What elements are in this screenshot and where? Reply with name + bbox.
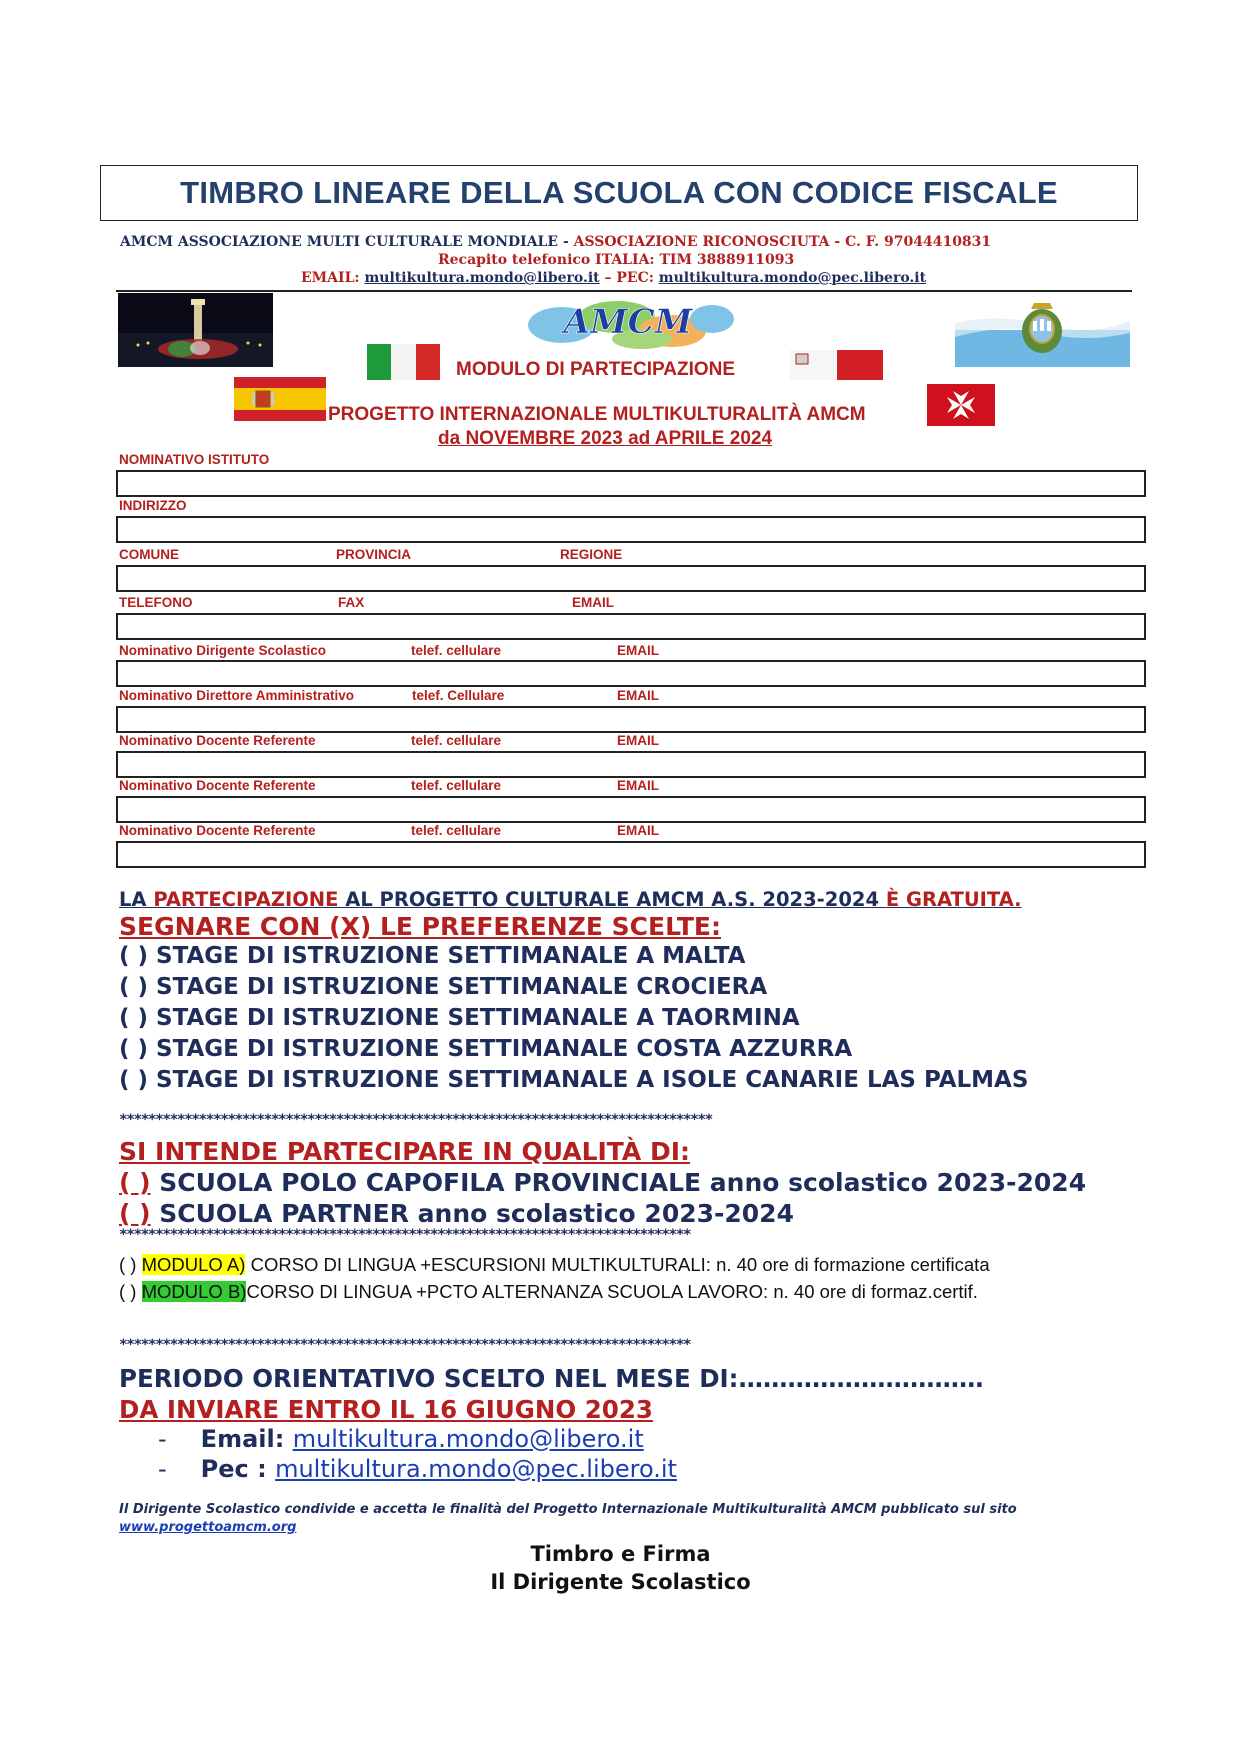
free-line-part: È GRATUITA. [885, 888, 1022, 911]
label-comune: COMUNE [119, 547, 179, 562]
label-direttore-email: EMAIL [617, 688, 659, 703]
deadline: DA INVIARE ENTRO IL 16 GIUGNO 2023 [119, 1395, 653, 1424]
malta-flag [790, 350, 883, 380]
contact-email [158, 1425, 644, 1453]
direttore-input[interactable] [116, 706, 1146, 733]
module-a[interactable] [119, 1254, 990, 1276]
module-a-label: CORSO DI LINGUA +ESCURSIONI MULTIKULTURALI: n. 40 ore di formazione certificata [245, 1254, 990, 1275]
label-dirigente-email: EMAIL [617, 643, 659, 658]
disclaimer: Il Dirigente Scolastico condivide e accetta le finalità del Progetto Internazionale Multikulturalità AMCM pubblicato sul sito [119, 1502, 1017, 1517]
phone-line: Recapito telefonico ITALIA: TIM 3888911093 [438, 252, 795, 268]
free-line-part: AL PROGETTO CULTURALE AMCM A.S. 2023-2024 [338, 888, 886, 911]
label-docente-3-email: EMAIL [617, 823, 659, 838]
header-divider [116, 290, 1132, 292]
label-docente-2-email: EMAIL [617, 778, 659, 793]
label-docente-3: Nominativo Docente Referente [119, 823, 316, 838]
logo-text: AMCM [563, 302, 693, 342]
contact-pec-link[interactable]: multikultura.mondo@pec.libero.it [275, 1455, 677, 1483]
role-partner[interactable] [119, 1199, 794, 1228]
label-docente-2: Nominativo Docente Referente [119, 778, 316, 793]
label-institute: NOMINATIVO ISTITUTO [119, 452, 270, 467]
separator: - [558, 234, 574, 250]
pec-label: – PEC: [599, 270, 659, 286]
page-title: TIMBRO LINEARE DELLA SCUOLA CON CODICE FISCALE [180, 175, 1058, 210]
module-b-code: MODULO B) [141, 1281, 247, 1302]
free-line-part: PARTECIPAZIONE [153, 888, 339, 911]
star-divider: ********************************************************************************** [119, 1112, 712, 1128]
role-polo-label: SCUOLA POLO CAPOFILA PROVINCIALE anno scolastico 2023-2024 [150, 1168, 1087, 1197]
association-recognized: ASSOCIAZIONE RICONOSCIUTA [573, 234, 830, 250]
email-line [301, 270, 926, 286]
label-direttore-phone: telef. Cellulare [412, 688, 505, 703]
project-title: PROGETTO INTERNAZIONALE MULTIKULTURALITÀ AMCM [328, 404, 866, 425]
star-divider: ******************************************************************************* [119, 1337, 691, 1353]
preference-malta[interactable]: ( ) STAGE DI ISTRUZIONE SETTIMANALE A MALTA [119, 943, 746, 969]
email-link[interactable]: multikultura.mondo@libero.it [364, 270, 600, 286]
label-address: INDIRIZZO [119, 498, 187, 513]
module-b-label: CORSO DI LINGUA +PCTO ALTERNANZA SCUOLA LAVORO: n. 40 ore di formaz.certif. [246, 1281, 978, 1302]
amcm-logo [522, 295, 734, 353]
role-partner-label: SCUOLA PARTNER anno scolastico 2023-2024 [150, 1199, 794, 1228]
docente-3-input[interactable] [116, 841, 1146, 868]
role-polo[interactable] [119, 1168, 1086, 1197]
preference-taormina[interactable]: ( ) STAGE DI ISTRUZIONE SETTIMANALE A TAORMINA [119, 1005, 800, 1031]
docente-1-input[interactable] [116, 751, 1146, 778]
association-line [120, 234, 991, 250]
contact-email-label: Email: [200, 1425, 293, 1453]
label-direttore: Nominativo Direttore Amministrativo [119, 688, 355, 703]
preferences-heading: SEGNARE CON (X) LE PREFERENZE SCELTE: [119, 912, 721, 941]
contact-email-link[interactable]: multikultura.mondo@libero.it [292, 1425, 644, 1453]
bullet: - [158, 1455, 167, 1483]
project-period: da NOVEMBRE 2023 ad APRILE 2024 [438, 428, 773, 449]
lighthouse-photo [118, 293, 273, 367]
signature-line-1: Timbro e Firma [530, 1542, 711, 1566]
module-a-checkbox[interactable]: ( ) [119, 1254, 142, 1275]
dirigente-input[interactable] [116, 660, 1146, 687]
email-label: EMAIL: [301, 270, 365, 286]
contact-pec [158, 1455, 677, 1483]
label-email: EMAIL [572, 595, 614, 610]
san-marino-flag [955, 293, 1130, 367]
period-line: PERIODO ORIENTATIVO SCELTO NEL MESE DI:………………………… [119, 1364, 984, 1393]
bullet: - [158, 1425, 167, 1453]
docente-2-input[interactable] [116, 796, 1146, 823]
module-b[interactable] [119, 1281, 978, 1303]
association-name: AMCM ASSOCIAZIONE MULTI CULTURALE MONDIALE [120, 234, 559, 250]
free-participation-line [119, 888, 1022, 911]
spain-flag [234, 377, 326, 421]
star-divider: ******************************************************************************* [119, 1227, 691, 1243]
site-link[interactable]: www.progettoamcm.org [119, 1520, 297, 1535]
fiscal-code: C. F. 97044410831 [845, 234, 992, 250]
label-provincia: PROVINCIA [336, 547, 412, 562]
role-polo-checkbox[interactable]: ( ) [119, 1168, 151, 1197]
label-docente-2-phone: telef. cellulare [411, 778, 502, 793]
form-title: MODULO DI PARTECIPAZIONE [456, 359, 736, 380]
school-stamp-title-box [100, 165, 1138, 221]
label-dirigente: Nominativo Dirigente Scolastico [119, 643, 327, 658]
address-input[interactable] [116, 516, 1146, 543]
label-docente-1: Nominativo Docente Referente [119, 733, 316, 748]
role-heading: SI INTENDE PARTECIPARE IN QUALITÀ DI: [119, 1137, 691, 1166]
label-docente-1-phone: telef. cellulare [411, 733, 502, 748]
module-b-checkbox[interactable]: ( ) [119, 1281, 142, 1302]
institute-input[interactable] [116, 470, 1146, 497]
role-partner-checkbox[interactable]: ( ) [119, 1199, 151, 1228]
contact-input[interactable] [116, 613, 1146, 640]
label-fax: FAX [338, 595, 365, 610]
order-of-malta-flag [927, 384, 995, 426]
label-regione: REGIONE [560, 547, 623, 562]
label-dirigente-phone: telef. cellulare [411, 643, 502, 658]
pec-link[interactable]: multikultura.mondo@pec.libero.it [658, 270, 927, 286]
preference-crociera[interactable]: ( ) STAGE DI ISTRUZIONE SETTIMANALE CROCIERA [119, 974, 768, 1000]
contact-pec-label: Pec : [200, 1455, 276, 1483]
preference-costa-azzurra[interactable]: ( ) STAGE DI ISTRUZIONE SETTIMANALE COSTA AZZURRA [119, 1036, 853, 1062]
label-docente-1-email: EMAIL [617, 733, 659, 748]
label-telefono: TELEFONO [119, 595, 193, 610]
label-docente-3-phone: telef. cellulare [411, 823, 502, 838]
italy-flag [367, 344, 440, 380]
free-line-part: LA [119, 888, 154, 911]
separator: - [829, 234, 846, 250]
location-input[interactable] [116, 565, 1146, 592]
module-a-code: MODULO A) [141, 1254, 246, 1275]
preference-canarie[interactable]: ( ) STAGE DI ISTRUZIONE SETTIMANALE A ISOLE CANARIE LAS PALMAS [119, 1067, 1029, 1093]
signature-line-2: Il Dirigente Scolastico [490, 1570, 751, 1594]
